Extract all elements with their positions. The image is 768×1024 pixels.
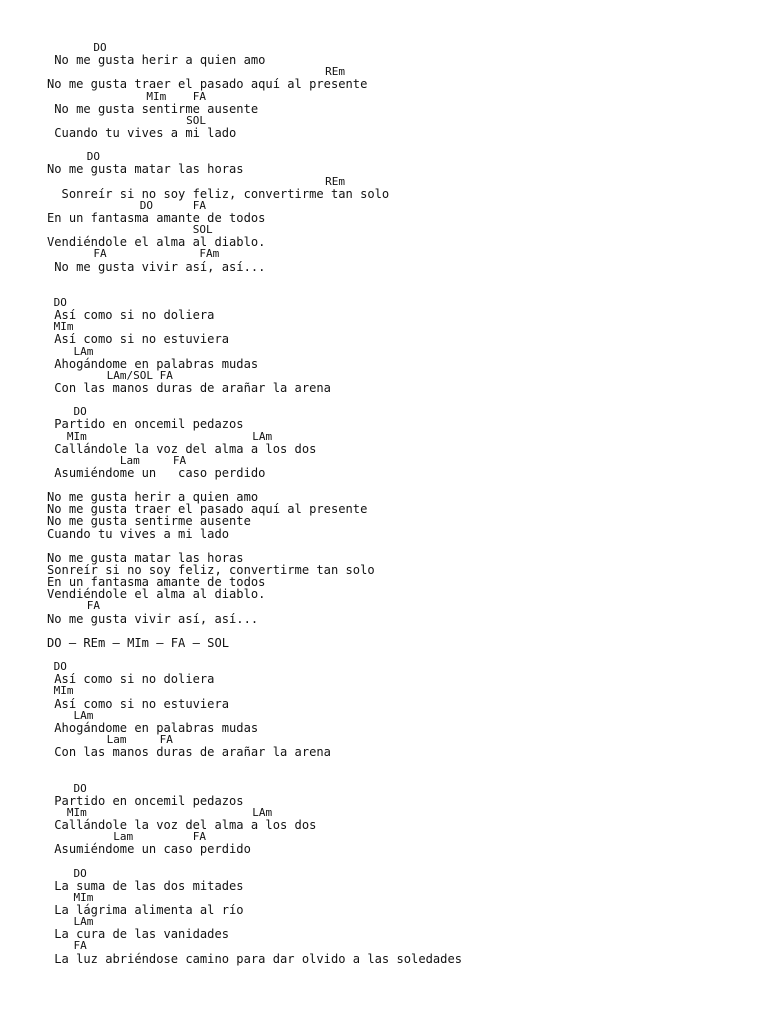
lyric-line: No me gusta traer el pasado aquí al presente: [47, 502, 368, 517]
chord-line: REm: [47, 174, 346, 188]
blank-line: [47, 394, 747, 406]
lyric-line: Así como si no doliera: [47, 308, 215, 323]
lyric-line: En un fantasma amante de todos: [47, 210, 266, 225]
blank-line: [47, 770, 747, 782]
chord-line: Lam FA: [47, 830, 206, 844]
chord-line: DO: [47, 781, 87, 795]
chord-line: Lam FA: [47, 733, 173, 747]
chord-line: MIm: [47, 890, 94, 904]
lyric-line: Cuando tu vives a mi lado: [47, 526, 230, 541]
lyric-line: Partido en oncemil pedazos: [47, 793, 244, 808]
blank-line: [47, 758, 747, 770]
chord-line: SOL: [47, 223, 213, 237]
lyric-line: No me gusta traer el pasado aquí al presente: [47, 77, 368, 92]
lyric-line: La suma de las dos mitades: [47, 878, 244, 893]
lyric-line: No me gusta sentirme ausente: [47, 101, 259, 116]
chord-line: DO: [47, 405, 87, 419]
chord-line: LAm: [47, 915, 94, 929]
chord-line: MIm: [47, 320, 74, 334]
lyric-line: No me gusta matar las horas: [47, 550, 244, 565]
lyric-line: No me gusta vivir así, así...: [47, 259, 266, 274]
lyric-line: Con las manos duras de arañar la arena: [47, 380, 331, 395]
lyric-line: La lágrima alimenta al río: [47, 902, 244, 917]
lyric-line: La cura de las vanidades: [47, 927, 230, 942]
lyric-line: Así como si no estuviera: [47, 696, 230, 711]
lyric-line: Con las manos duras de arañar la arena: [47, 745, 331, 760]
lyric-line: No me gusta herir a quien amo: [47, 490, 259, 505]
chord-line: MIm LAm: [47, 805, 273, 819]
chord-line: LAm/SOL FA: [47, 368, 173, 382]
lyric-line: No me gusta matar las horas: [47, 162, 244, 177]
chord-line: DO: [47, 150, 100, 164]
lyric-line: Ahogándome en palabras mudas: [47, 356, 259, 371]
chord-line: SOL: [47, 113, 206, 127]
blank-line: [47, 855, 747, 867]
chord-line: MIm LAm: [47, 429, 273, 443]
chord-line: DO: [47, 660, 67, 674]
lyric-line: La luz abriéndose camino para dar olvido a las soledades: [47, 951, 463, 966]
chord-line: DO: [47, 41, 107, 54]
blank-line: [47, 649, 747, 661]
chord-line: MIm FA: [47, 89, 206, 103]
lyric-line: No me gusta sentirme ausente: [47, 514, 251, 529]
chord-line: DO: [47, 295, 67, 309]
lyric-line: Así como si no doliera: [47, 672, 215, 687]
lyric-line: Así como si no estuviera: [47, 332, 230, 347]
chord-line: LAm: [47, 344, 94, 358]
lyric-line: Sonreír si no soy feliz, convertirme tan solo: [47, 186, 390, 201]
chord-line: FA: [47, 599, 100, 613]
lyric-line: Partido en oncemil pedazos: [47, 417, 244, 432]
lyric-line: No me gusta herir a quien amo: [47, 53, 266, 68]
chord-sheet: [47, 42, 747, 965]
lyric-line: En un fantasma amante de todos: [47, 575, 266, 590]
lyric-line: DO – REm – MIm – FA – SOL: [47, 635, 230, 650]
lyric-line: Asumiéndome un caso perdido: [47, 842, 251, 857]
lyric-line: Callándole la voz del alma a los dos: [47, 818, 317, 832]
chord-line: Lam FA: [47, 453, 187, 467]
chord-line: FA: [47, 939, 87, 953]
chord-line: DO FA: [47, 198, 206, 212]
lyric-line: Callándole la voz del alma a los dos: [47, 441, 317, 456]
lyric-line: Vendiéndole el alma al diablo.: [47, 235, 266, 250]
lyric-line: Ahogándome en palabras mudas: [47, 720, 259, 735]
chord-line: MIm: [47, 684, 74, 698]
blank-line: [47, 285, 747, 297]
lyric-line: Cuando tu vives a mi lado: [47, 125, 237, 140]
lyric-line: Vendiéndole el alma al diablo.: [47, 587, 266, 602]
blank-line: [47, 139, 747, 151]
lyric-line: No me gusta vivir así, así...: [47, 611, 259, 626]
lyric-line: Asumiéndome un caso perdido: [47, 465, 266, 480]
chord-line: REm: [47, 65, 346, 79]
chord-line: FA FAm: [47, 247, 220, 261]
blank-line: [47, 273, 747, 285]
chord-line: LAm: [47, 708, 94, 722]
chord-line: DO: [47, 866, 87, 880]
lyric-line: Sonreír si no soy feliz, convertirme tan solo: [47, 563, 375, 578]
